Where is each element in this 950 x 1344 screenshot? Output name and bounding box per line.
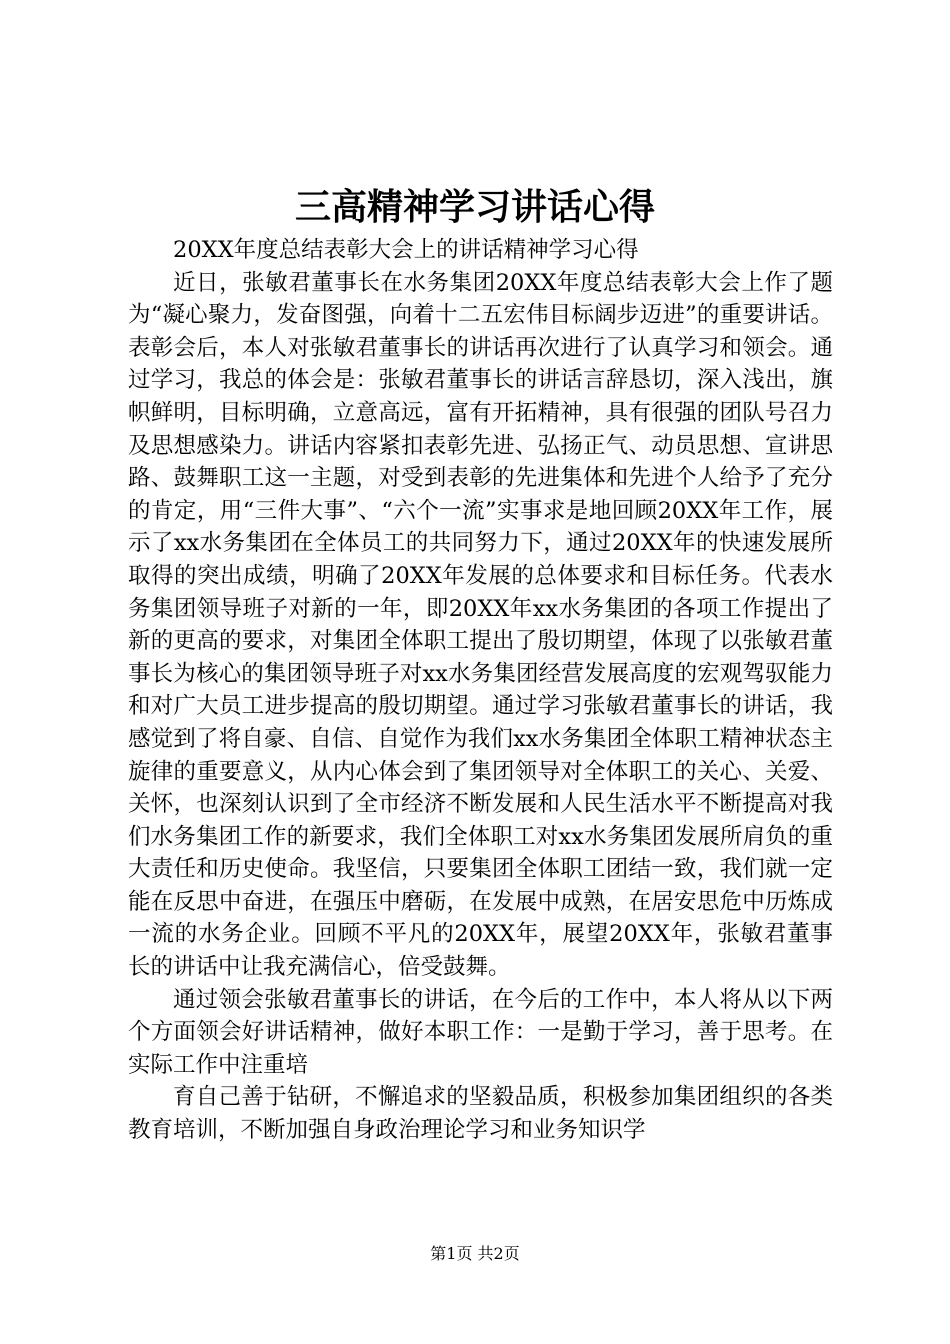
page-footer: 第1页 共2页: [430, 1244, 520, 1263]
paragraph-second: 通过领会张敏君董事长的讲话，在今后的工作中，本人将从以下两个方面领会好讲话精神，做好本职工作：一是勤于学习，善于思考。在实际工作中注重培: [128, 986, 833, 1078]
document-body: [128, 234, 833, 1147]
paragraph-main: 近日，张敏君董事长在水务集团20XX年度总结表彰大会上作了题为“凝心聚力，发奋图强，向着十二五宏伟目标阔步迈进”的重要讲话。表彰会后，本人对张敏君董事长的讲话再次进行了认真学习和领会。通过学习，我总的体会是：张敏君董事长的讲话言辞恳切，深入浅出，旗帜鲜明，目标明确，立意高远，富有开拓精神，具有很强的团队号召力及思想感染力。讲话内容紧扣表彰先进、弘扬正气、动员思想、宣讲思路、鼓舞职工这一主题，对受到表彰的先进集体和先进个人给予了充分的肯定，用“三件大事”、“六个一流”实事求是地回顾20XX年工作，展示了xx水务集团在全体员工的共同努力下，通过20XX年的快速发展所取得的突出成绩，明确了20XX年发展的总体要求和目标任务。代表水务集团领导班子对新的一年，即20XX年xx水务集团的各项工作提出了新的更高的要求，对集团全体职工提出了殷切期望，体现了以张敏君董事长为核心的集团领导班子对xx水务集团经营发展高度的宏观驾驭能力和对广大员工进步提高的殷切期望。通过学习张敏君董事长的讲话，我感觉到了将自豪、自信、自觉作为我们xx水务集团全体职工精神状态主旋律的重要意义，从内心体会到了集团领导对全体职工的关心、关爱、关怀，也深刻认识到了全市经济不断发展和人民生活水平不断提高对我们水务集团工作的新要求，我们全体职工对xx水务集团发展所肩负的重大责任和历史使命。我坚信，只要集团全体职工团结一致，我们就一定能在反思中奋进，在强压中磨砺，在发展中成熟，在居安思危中历炼成一流的水务企业。回顾不平凡的20XX年，展望20XX年，张敏君董事长的讲话中让我充满信心，倍受鼓舞。: [128, 269, 833, 981]
paragraph-third: 育自己善于钻研，不懈追求的坚毅品质，积极参加集团组织的各类教育培训，不断加强自身政治理论学习和业务知识学: [128, 1084, 833, 1144]
page-title: 三高精神学习讲话心得: [294, 186, 655, 228]
paragraph-subtitle: 20XX年度总结表彰大会上的讲话精神学习心得: [173, 237, 639, 263]
